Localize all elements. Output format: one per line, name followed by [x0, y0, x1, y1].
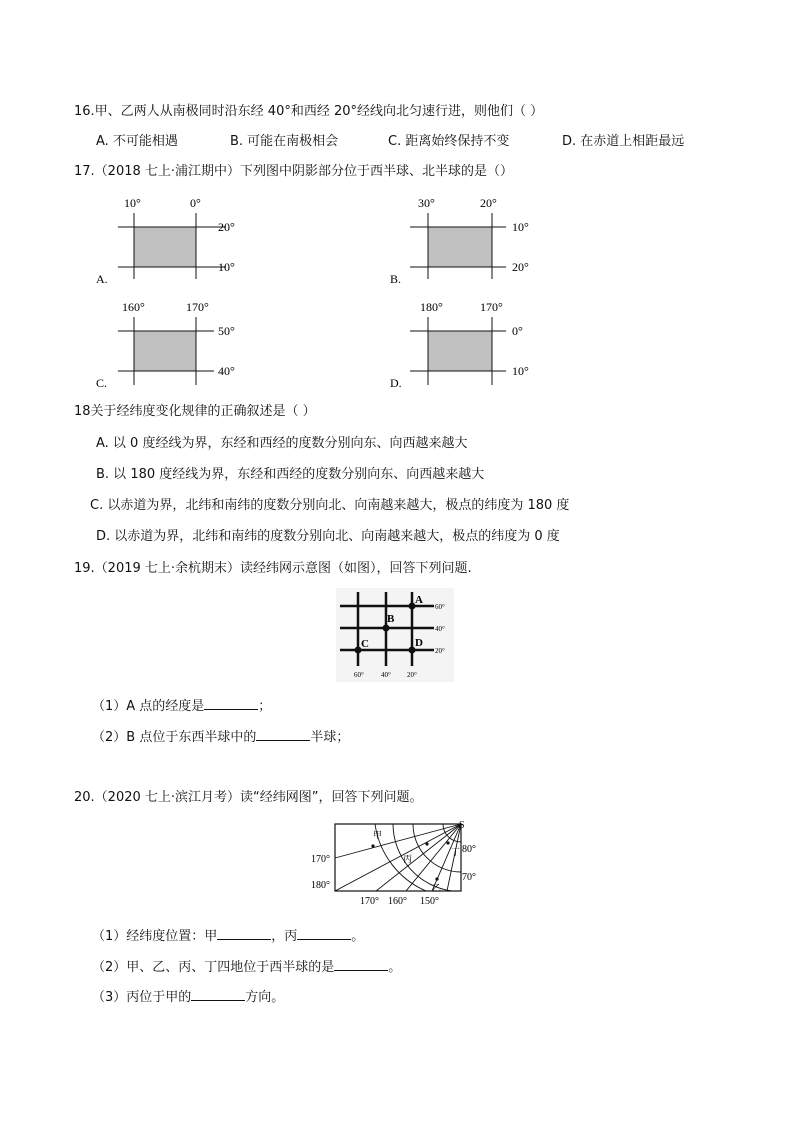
fig-d-right-1: 0°	[512, 324, 523, 338]
bottom-label-170: 170°	[360, 896, 379, 907]
lat-label-20: 20°	[435, 647, 445, 655]
bottom-label-160: 160°	[388, 896, 407, 907]
q19-sub1-blank[interactable]	[204, 697, 258, 710]
point-b-marker	[383, 625, 390, 632]
q19-sub2-end: 半球；	[310, 730, 350, 745]
fig-c-top-1: 160°	[122, 300, 145, 314]
q16-option-a: A. 不可能相遇	[96, 134, 178, 149]
q20-sub2	[92, 958, 401, 976]
q19-sub2	[92, 728, 349, 746]
lat-label-40: 40°	[435, 625, 445, 633]
pole-label: S	[459, 820, 465, 831]
q17-figure-c	[90, 297, 260, 392]
fig-d-top-2: 170°	[480, 300, 503, 314]
fig-a-shaded-area	[134, 227, 196, 267]
q18-stem: 18关于经纬度变化规律的正确叙述是（ ）	[74, 404, 316, 419]
fig-a-label: A.	[96, 272, 108, 286]
lat-label-60: 60°	[435, 603, 445, 611]
q19-sub1	[92, 697, 271, 715]
right-label-70: 70°	[462, 872, 476, 883]
point-b-label: B	[387, 613, 395, 625]
q20-sub2-text: （2）甲、乙、丙、丁四地位于西半球的是	[92, 960, 335, 975]
place-bing-label: 丙	[403, 854, 413, 864]
q20-sub1-text-b: ，丙	[271, 929, 298, 944]
q20-sub1-text-a: （1）经纬度位置：甲	[92, 929, 218, 944]
q17-stem: 17.（2018 七上·浦江期中）下列图中阴影部分位于西半球、北半球的是（）	[74, 164, 514, 179]
q20-sub1-end: 。	[351, 929, 365, 944]
left-label-180: 180°	[311, 880, 330, 891]
lon-label-20: 20°	[407, 671, 417, 679]
fig-b-label: B.	[390, 272, 402, 286]
q20-sub1-blank-jia[interactable]	[217, 927, 271, 940]
fig-d-right-2: 10°	[512, 364, 529, 378]
q18-option-b: B. 以 180 度经线为界，东经和西经的度数分别向东、向西越来越大	[96, 467, 485, 482]
fig-c-right-1: 50°	[218, 324, 235, 338]
q20-sub1	[92, 927, 364, 945]
q16-option-d: D. 在赤道上相距最远	[562, 134, 685, 149]
q20-sub3	[92, 988, 284, 1006]
q17-figure-d	[386, 297, 556, 392]
fig-b-top-1: 30°	[418, 196, 435, 210]
place-jia-label: 甲	[373, 830, 383, 840]
fig-c-top-2: 170°	[186, 300, 209, 314]
q16-option-b: B. 可能在南极相会	[230, 134, 339, 149]
fig-a-right-1: 20°	[218, 220, 235, 234]
fig-b-top-2: 20°	[480, 196, 497, 210]
q18-option-d: D. 以赤道为界，北纬和南纬的度数分别向北、向南越来越大，极点的纬度为 0 度	[96, 529, 560, 544]
fig-d-top-1: 180°	[420, 300, 443, 314]
lon-label-40: 40°	[381, 671, 391, 679]
point-c-label: C	[361, 638, 369, 650]
point-d-label: D	[415, 637, 423, 649]
q18-option-a: A. 以 0 度经线为界，东经和西经的度数分别向东、向西越来越大	[96, 436, 468, 451]
q20-sub2-end: 。	[388, 960, 402, 975]
place-jia-marker	[371, 844, 374, 847]
left-label-170: 170°	[311, 854, 330, 865]
q17-figure-a	[90, 193, 260, 288]
q19-sub1-end: ；	[258, 699, 272, 714]
place-yi-marker	[435, 877, 438, 880]
q19-graticule-figure	[336, 588, 454, 682]
q17-figure-b	[386, 193, 556, 288]
fig-c-right-2: 40°	[218, 364, 235, 378]
fig-a-top-1: 10°	[124, 196, 141, 210]
place-yi-label: 乙	[432, 883, 442, 893]
fig-a-top-2: 0°	[190, 196, 201, 210]
q19-sub1-text: （1）A 点的经度是	[92, 699, 205, 714]
fig-c-shaded-area	[134, 331, 196, 371]
q19-sub2-text: （2）B 点位于东西半球中的	[92, 730, 257, 745]
q19-sub2-blank[interactable]	[256, 728, 310, 741]
fig-b-right-2: 20°	[512, 260, 529, 274]
place-bing-marker	[425, 842, 428, 845]
q20-graticule-figure	[306, 818, 486, 910]
q16-option-c: C. 距离始终保持不变	[388, 134, 510, 149]
fig-d-label: D.	[390, 376, 402, 390]
place-ding-marker	[446, 841, 449, 844]
place-ding-label: 丁	[451, 847, 461, 857]
fig-d-shaded-area	[428, 331, 492, 371]
q20-sub3-end: 方向。	[245, 990, 285, 1005]
fig-b-right-1: 10°	[512, 220, 529, 234]
fig-b-shaded-area	[428, 227, 492, 267]
q20-stem: 20.（2020 七上·滨江月考）读“经纬网图”，回答下列问题。	[74, 790, 423, 805]
right-label-80: 80°	[462, 844, 476, 855]
bottom-label-150: 150°	[420, 896, 439, 907]
q18-option-c: C. 以赤道为界，北纬和南纬的度数分别向北、向南越来越大，极点的纬度为 180 度	[90, 498, 570, 513]
fig-c-label: C.	[96, 376, 108, 390]
point-a-label: A	[415, 594, 423, 606]
q20-sub2-blank[interactable]	[334, 958, 388, 971]
q20-sub3-blank[interactable]	[191, 988, 245, 1001]
q19-stem: 19.（2019 七上·余杭期末）读经纬网示意图（如图），回答下列问题.	[74, 561, 472, 576]
lon-label-60: 60°	[354, 671, 364, 679]
q20-sub1-blank-bing[interactable]	[297, 927, 351, 940]
q20-sub3-text: （3）丙位于甲的	[92, 990, 192, 1005]
q16-stem: 16.甲、乙两人从南极同时沿东经 40°和西经 20°经线向北匀速行进，则他们（ ）	[74, 104, 544, 119]
fig-a-right-2: 10°	[218, 260, 235, 274]
